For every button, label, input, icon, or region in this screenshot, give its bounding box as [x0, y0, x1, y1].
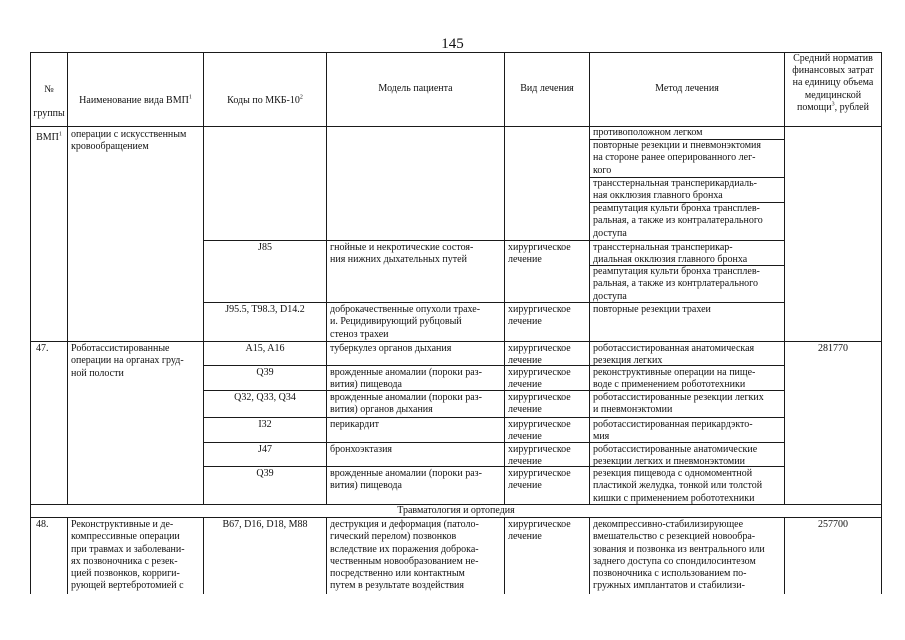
- cell-treatment-type: хирургическое лечение: [508, 242, 571, 266]
- cell-method: декомпрессивно-стабилизирующее вмешательство с резекцией новообра- зования и позвонка из вентрального или заднего доступа со спондилосинтезом позвоночника с использованием по- гружных имплантатов и стабилизи-: [593, 519, 765, 592]
- cell-method: повторные резекции трахеи: [593, 304, 711, 315]
- col-border: [67, 517, 68, 594]
- cell-icd-code: Q39: [256, 367, 274, 378]
- col-border: [504, 517, 505, 594]
- table-top-border: [30, 52, 882, 53]
- col-border: [326, 52, 327, 504]
- header-bottom-rule: [30, 126, 882, 127]
- cell-vmp-name: Роботассистированные операции на органах груд- ной полости: [71, 343, 184, 379]
- col-border: [784, 52, 785, 504]
- cell-method: реампутация культи бронха трансплев- ральная, а также из контрлатерального доступа: [593, 266, 760, 302]
- header-group-number: № группы ВМП$^1$: [33, 84, 65, 143]
- cell-patient-model: врожденные аномалии (пороки раз- вития) органов дыхания: [330, 392, 482, 416]
- cell-icd-code: B67, D16, D18, M88: [222, 519, 308, 530]
- cell-group-number: 48.: [36, 519, 49, 530]
- cell-method: реампутация культи бронха трансплев- ральная, а также из контралатерального доступа: [593, 203, 763, 239]
- page-number: 145: [441, 36, 464, 52]
- cell-vmp-name: операции с искусственным кровообращением: [71, 129, 187, 153]
- header-treatment-method: Метод лечения: [655, 83, 719, 94]
- cell-patient-model: перикардит: [330, 419, 379, 430]
- cell-icd-code: A15, A16: [245, 343, 285, 354]
- cell-method: противоположном легком: [593, 127, 703, 138]
- cell-patient-model: врожденные аномалии (пороки раз- вития) пищевода: [330, 468, 482, 492]
- cell-patient-model: туберкулез органов дыхания: [330, 343, 452, 354]
- cell-patient-model: деструкция и деформация (патоло- гический перелом) позвонков вследствие их поражения доброка- чественным новообразованием не- посредственно или контактным путем в результате воздействия: [330, 519, 479, 592]
- cell-method: роботассистированная перикардэкто- мия: [593, 419, 753, 443]
- cell-icd-code: J47: [258, 444, 272, 455]
- cell-vmp-name: Реконструктивные и де- компрессивные операции при травмах и заболевани- ях позвоночника с резек- цией позвонков, корриги- рующей вертебротомией с: [71, 519, 185, 592]
- row-rule: [203, 417, 784, 418]
- cell-treatment-type: хирургическое лечение: [508, 419, 571, 443]
- cell-patient-model: доброкачественные опухоли трахе- и. Рецидивирующий рубцовый стеноз трахеи: [330, 304, 481, 340]
- document-table: [30, 52, 882, 594]
- cell-icd-code: Q39: [256, 468, 274, 479]
- col-border: [504, 52, 505, 504]
- header-icd-codes: Коды по МКБ-$10^2$: [227, 94, 303, 107]
- cell-method: резекция пищевода с одномоментной пластикой желудка, тонкой или толстой кишки с применением робототехники: [593, 468, 763, 504]
- group-rule-47: [30, 341, 882, 342]
- cell-treatment-type: хирургическое лечение: [508, 304, 571, 328]
- header-treatment-type: Вид лечения: [520, 83, 574, 94]
- cell-method: трансстернальная трансперикардиаль- ная окклюзия главного бронха: [593, 178, 758, 202]
- cell-group-number: 47.: [36, 343, 49, 354]
- header-cost: Средний норматив финансовых затрат на единицу объема медицинской помощи$^3$, рублей: [792, 53, 874, 113]
- cell-treatment-type: хирургическое лечение: [508, 444, 571, 468]
- cell-treatment-type: хирургическое лечение: [508, 519, 571, 543]
- cell-method: трансстернальная трансперикар- диальная окклюзия главного бронха: [593, 242, 748, 266]
- cell-treatment-type: хирургическое лечение: [508, 343, 571, 367]
- cell-icd-code: Q32, Q33, Q34: [234, 392, 296, 403]
- cell-method: роботассистированная анатомическая резекция легких: [593, 343, 755, 367]
- cell-method: реконструктивные операции на пище- воде с применением робототехники: [593, 367, 756, 391]
- row-rule-j85: [203, 240, 784, 241]
- col-border: [589, 517, 590, 594]
- cell-icd-code: J95.5, T98.3, D14.2: [225, 304, 305, 315]
- cell-treatment-type: хирургическое лечение: [508, 468, 571, 492]
- cell-method: повторные резекции и пневмонэктомия на стороне ранее оперированного лег- кого: [593, 140, 762, 176]
- header-patient-model: Модель пациента: [378, 83, 453, 94]
- cell-patient-model: врожденные аномалии (пороки раз- вития) пищевода: [330, 367, 482, 391]
- col-border: [67, 52, 68, 504]
- cell-treatment-type: хирургическое лечение: [508, 367, 571, 391]
- cell-icd-code: I32: [258, 419, 272, 430]
- cell-patient-model: гнойные и некротические состоя- ния нижних дыхательных путей: [330, 242, 474, 266]
- cell-method: роботассистированные резекции легких и пневмонэктомии: [593, 392, 764, 416]
- header-vmp-name: Наименование вида ВМП$^1$: [79, 94, 192, 107]
- col-border: [326, 517, 327, 594]
- col-border: [589, 52, 590, 504]
- section-heading: Травматология и ортопедия: [397, 505, 515, 516]
- cell-cost: 257700: [818, 519, 848, 530]
- cell-method: роботассистированные анатомические резекции легких и пневмонэктомии: [593, 444, 758, 468]
- cell-patient-model: бронхоэктазия: [330, 444, 393, 455]
- cell-cost: 281770: [818, 343, 848, 354]
- cell-icd-code: J85: [258, 242, 272, 253]
- col-border: [203, 52, 204, 504]
- cell-treatment-type: хирургическое лечение: [508, 392, 571, 416]
